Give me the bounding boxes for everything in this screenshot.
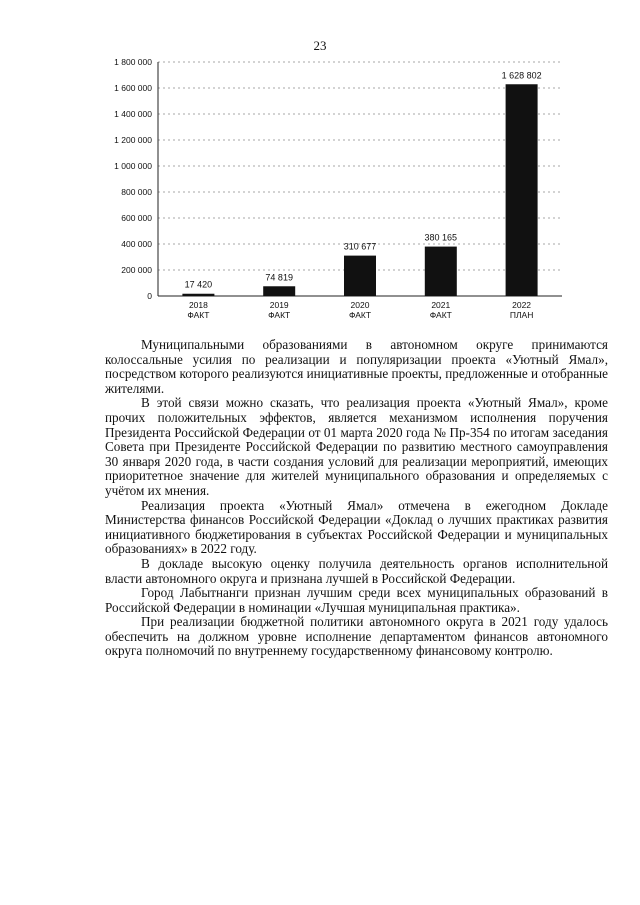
paragraph: Город Лабытнанги признан лучшим среди всех муниципальных образований в Российской Федерации в номинации «Лучшая муниципальная практика».	[105, 585, 608, 615]
y-tick-label: 1 400 000	[114, 109, 152, 119]
x-tick-label: 2020	[350, 300, 370, 310]
y-tick-label: 1 000 000	[114, 161, 152, 171]
y-tick-label: 1 200 000	[114, 135, 152, 145]
y-tick-label: 400 000	[121, 239, 152, 249]
data-label: 74 819	[265, 272, 293, 283]
y-tick-label: 200 000	[121, 265, 152, 275]
x-tick-label: 2021	[431, 300, 451, 310]
x-tick-sublabel: ФАКТ	[268, 310, 291, 320]
x-tick-label: 2022	[512, 300, 532, 310]
y-tick-label: 800 000	[121, 187, 152, 197]
page-number: 23	[313, 38, 327, 53]
bar	[344, 256, 376, 296]
data-label: 380 165	[424, 232, 458, 243]
paragraph: Муниципальными образованиями в автономном округе принимаются колоссальные усилия по реализации и популяризации проекта «Уютный Ямал», посредством которого реализуются инициативные проекты, предложенные и отобранные жителями.	[105, 337, 608, 396]
x-tick-sublabel: ФАКТ	[187, 310, 210, 320]
y-tick-label: 0	[147, 291, 152, 301]
x-tick-sublabel: ФАКТ	[429, 310, 452, 320]
bar	[182, 294, 214, 296]
data-label: 310 677	[343, 241, 377, 252]
data-label: 17 420	[184, 279, 213, 290]
y-tick-label: 600 000	[121, 213, 152, 223]
bar	[506, 84, 538, 296]
data-label: 1 628 802	[501, 70, 542, 81]
bar	[263, 286, 295, 296]
y-tick-label: 1 800 000	[114, 57, 152, 67]
bar	[425, 247, 457, 296]
paragraph: При реализации бюджетной политики автономного округа в 2021 году удалось обеспечить на должном уровне исполнение департаментом финансов автономного округа полномочий по внутреннему государственному финансовому контролю.	[105, 614, 608, 659]
paragraph: В докладе высокую оценку получила деятельность органов исполнительной власти автономного округа и признана лучшей в Российской Федерации.	[105, 555, 608, 586]
x-tick-label: 2018	[188, 300, 208, 310]
x-tick-label: 2019	[269, 300, 289, 310]
x-tick-sublabel: ПЛАН	[509, 310, 534, 320]
paragraph: В этой связи можно сказать, что реализация проекта «Уютный Ямал», кроме прочих положительных эффектов, является механизмом исполнения поручения Президента Российской Федерации от 01 марта 2020 года № Пр-354 по итогам заседания Совета при Президенте Российской Федерации по развитию местного самоуправления 30 января 2020 года, в части создания условий для реализации мероприятий, имеющих приоритетное значение для жителей муниципального образования и определяемых с учётом их мнения.	[105, 395, 608, 498]
bar-chart	[100, 52, 570, 332]
y-tick-label: 1 600 000	[114, 83, 152, 93]
x-tick-sublabel: ФАКТ	[348, 310, 372, 320]
document-body	[105, 338, 608, 659]
paragraph: Реализация проекта «Уютный Ямал» отмечена в ежегодном Докладе Министерства финансов Российской Федерации «Доклад о лучших практиках развития инициативного бюджетирования в субъектах Российской Федерации и муниципальных образованиях» в 2022 году.	[105, 497, 608, 557]
